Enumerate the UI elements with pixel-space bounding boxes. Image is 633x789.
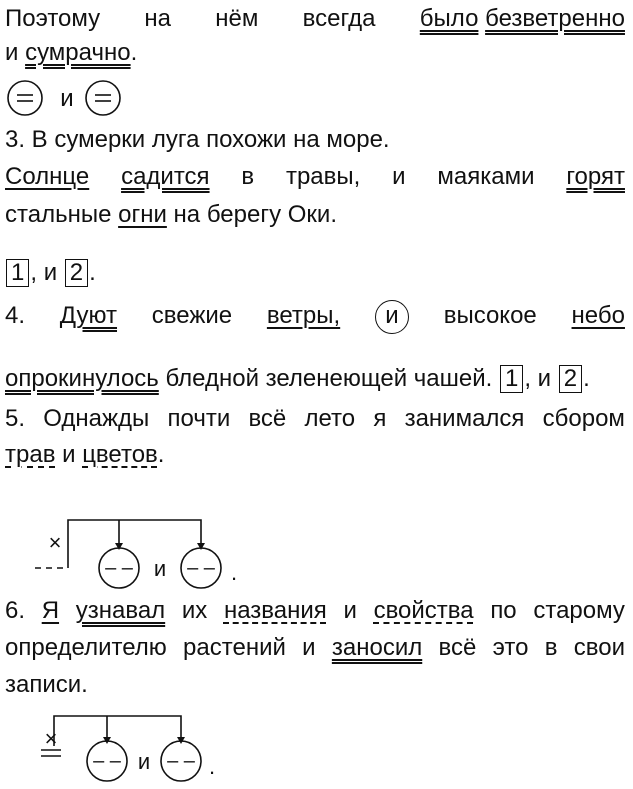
predicate-word: сумрачно [25,39,131,66]
clause-box-2: 2 [65,259,88,287]
word: травы, [285,163,361,190]
sentence-line-12 [5,596,625,626]
subject-dashes: – – [187,557,215,579]
scheme-diagram-1 [5,512,625,587]
word: бледной зеленеющей чашей. [165,365,493,392]
word: их [181,597,208,624]
clause-circle-1 [8,81,42,115]
word: всё [248,405,287,432]
predicate-word: безветренно [485,5,625,32]
sentence-line-6 [5,200,625,230]
word: всегда [302,5,376,32]
clause-box-1: 1 [500,365,523,393]
sentence-line-10 [5,404,625,434]
sentence-line-9 [5,364,625,394]
predicate-word: садится [121,163,210,190]
scheme-svg-3 [5,710,245,786]
sentence-line-2 [5,38,625,68]
predicate-word: опрокинулось [5,365,159,392]
subject-word: ветры, [266,302,341,329]
word: старому [533,597,625,624]
subject-word: небо [571,302,625,329]
conjunction-label: и [60,85,74,112]
sentence-line-13 [5,633,625,663]
scheme-svg-2 [5,512,265,587]
predicate-word: горят [566,163,625,190]
predicate-word: заносил [331,634,423,661]
sentence-line-5 [5,162,625,192]
punctuation: . [89,259,96,286]
punctuation: . [157,441,165,468]
object-word: названия [223,597,327,624]
separator: , и [524,365,552,392]
word: Поэтому [5,5,101,32]
object-word: свойства [373,597,474,624]
word: и [343,597,357,624]
subject-word: Солнце [5,163,90,190]
clause-circle-2 [86,81,120,115]
word: всё [438,634,477,661]
separator: , и [30,259,58,286]
conjunction-label: и [137,749,151,774]
punctuation: . [583,365,590,392]
clause-box-2: 2 [559,365,582,393]
subject-dashes: – – [167,750,195,772]
word: и [392,163,406,190]
word: растений [183,634,286,661]
sentence-line-1 [5,4,625,34]
punctuation: . [130,39,138,66]
conjunction-circle: и [375,300,409,334]
object-word: трав [5,441,56,468]
subject-dashes: – – [93,750,121,772]
subject-word: Я [41,597,60,624]
sentence-line-11 [5,440,625,470]
cross-mark: × [48,530,62,555]
word: в [544,634,558,661]
word: в [241,163,255,190]
predicate-word: было [419,5,479,32]
sentence-line-14: записи. [5,671,88,698]
word: и [5,39,19,66]
word: на берегу Оки. [173,201,337,228]
word: Однажды [43,405,150,432]
word: стальные [5,201,112,228]
sentence-3-title: 3. В сумерки луга похожи на море. [5,126,390,153]
word: сбором [542,405,625,432]
word: свои [573,634,625,661]
predicate-word: узнавал [75,597,166,624]
sentence-number: 5. [5,405,26,432]
scheme-boxes-1 [5,258,625,288]
cross-mark: × [44,726,58,751]
predicate-word: Дуют [59,302,118,329]
punctuation: . [209,754,216,779]
punctuation: . [231,560,238,585]
scheme-diagram-2 [5,710,625,786]
dependency-bracket [54,716,181,746]
scheme-svg-1 [5,80,165,120]
word: и [62,441,76,468]
word: лето [304,405,356,432]
word: почти [167,405,231,432]
word: занимался [404,405,525,432]
word: это [492,634,529,661]
word: маяками [437,163,535,190]
scheme-circles-1 [5,80,625,120]
object-word: цветов [82,441,158,468]
sentence-number: 6. [5,597,26,624]
dependency-bracket [68,520,201,568]
word: я [373,405,387,432]
subject-word: огни [118,201,167,228]
word: свежие [151,302,233,329]
subject-dashes: – – [105,557,133,579]
word: определителю [5,634,167,661]
word: и [302,634,316,661]
sentence-line-8 [5,300,625,334]
word: на [144,5,172,32]
clause-box-1: 1 [6,259,29,287]
word: высокое [443,302,537,329]
word: нём [215,5,259,32]
sentence-number: 4. [5,302,26,329]
word: по [490,597,517,624]
conjunction-label: и [153,556,167,581]
